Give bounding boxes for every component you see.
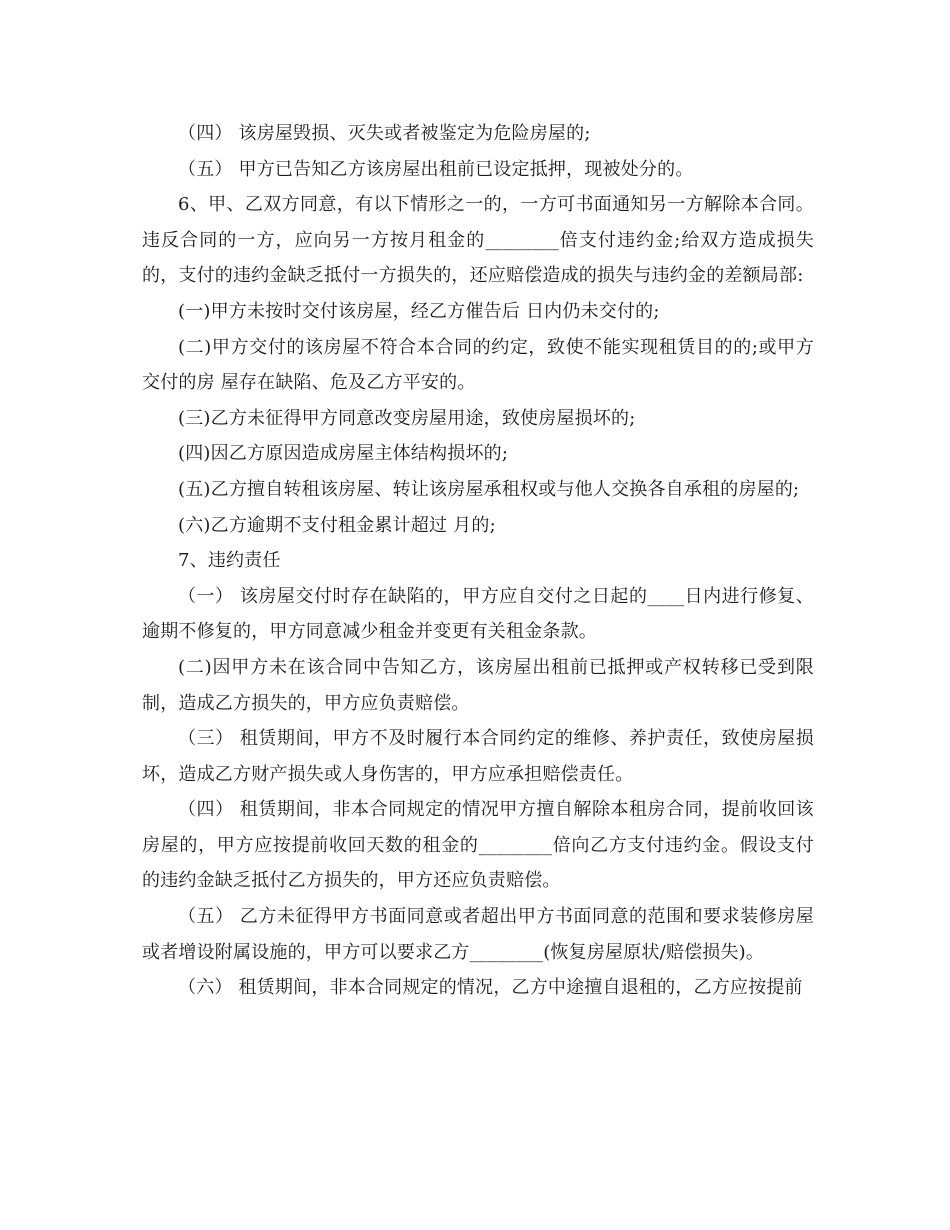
clause-paragraph: 6、甲、乙双方同意，有以下情形之一的，一方可书面通知另一方解除本合同。违反合同的一方，应向另一方按月租金的________倍支付违约金;给双方造成损失的，支付的违约金缺乏抵付一方损失的，还应赔偿造成的损失与违约金的差额局部: xyxy=(142,194,814,287)
clause-paragraph: （一） 该房屋交付时存在缺陷的，甲方应自交付之日起的____日内进行修复、逾期不修复的，甲方同意减少租金并变更有关租金条款。 xyxy=(142,585,814,643)
document-body xyxy=(142,116,814,1006)
clause-paragraph: (二)甲方交付的该房屋不符合本合同的约定，致使不能实现租赁目的的;或甲方交付的房 屋存在缺陷、危及乙方平安的。 xyxy=(142,336,814,394)
clause-paragraph: （五） 甲方已告知乙方该房屋出租前已设定抵押，现被处分的。 xyxy=(178,158,694,180)
clause-paragraph: (三)乙方未征得甲方同意改变房屋用途，致使房屋损坏的; xyxy=(178,407,636,429)
clause-paragraph: （五） 乙方未征得甲方书面同意或者超出甲方书面同意的范围和要求装修房屋或者增设附属设施的，甲方可以要求乙方________(恢复房屋原状/赔偿损失)。 xyxy=(142,906,814,963)
clause-paragraph: （六） 租赁期间，非本合同规定的情况，乙方中途擅自退租的，乙方应按提前 xyxy=(178,977,803,999)
clause-paragraph: (二)因甲方未在该合同中告知乙方，该房屋出租前已抵押或产权转移已受到限制，造成乙方损失的，甲方应负责赔偿。 xyxy=(142,656,814,714)
clause-paragraph: （四） 租赁期间，非本合同规定的情况甲方擅自解除本租房合同，提前收回该房屋的，甲方应按提前收回天数的租金的________倍向乙方支付违约金。假设支付的违约金缺乏抵付乙方损失的，甲方还应负责赔偿。 xyxy=(142,799,814,892)
clause-paragraph: (四)因乙方原因造成房屋主体结构损坏的; xyxy=(178,443,509,465)
clause-paragraph: (五)乙方擅自转租该房屋、转让该房屋承租权或与他人交换各自承租的房屋的; xyxy=(178,478,800,500)
clause-paragraph: （四） 该房屋毁损、灭失或者被鉴定为危险房屋的; xyxy=(178,123,591,144)
clause-paragraph: (六)乙方逾期不支付租金累计超过 月的; xyxy=(178,514,496,536)
section-heading: 7、违约责任 xyxy=(178,550,281,572)
clause-paragraph: （三） 租赁期间，甲方不及时履行本合同约定的维修、养护责任，致使房屋损坏，造成乙方财产损失或人身伤害的，甲方应承担赔偿责任。 xyxy=(142,728,814,785)
clause-paragraph: (一)甲方未按时交付该房屋，经乙方催告后 日内仍未交付的; xyxy=(178,300,660,322)
